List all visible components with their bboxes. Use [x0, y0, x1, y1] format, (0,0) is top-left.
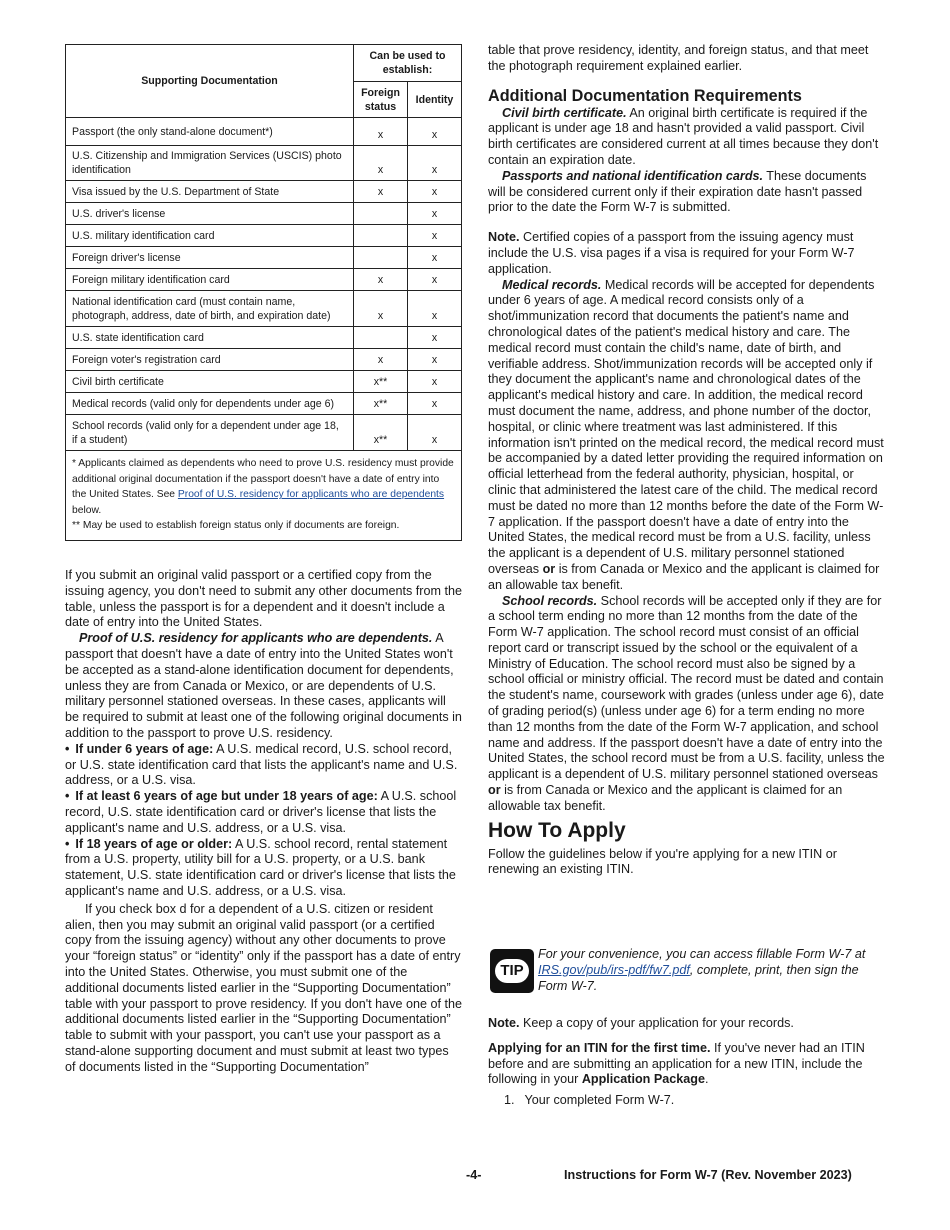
paragraph-guidelines: Follow the guidelines below if you're applying for a new ITIN or renewing an existing ITIN. [488, 846, 837, 877]
table-cell-identity: x [408, 415, 462, 451]
footnote-text: below. [72, 504, 102, 516]
table-cell-identity: x [408, 269, 462, 291]
school-or: or [488, 783, 501, 798]
proof-residency-heading: Proof of U.S. residency for applicants who are dependents. [79, 631, 433, 646]
paragraph-passports [488, 169, 885, 216]
civil-birth-heading: Civil birth certificate. [502, 105, 627, 120]
table-cell-identity: x [408, 203, 462, 225]
passports-body: These documents will be considered current only if their expiration date hasn't passed prior to the date the Form W-7 is submitted. [488, 168, 867, 215]
note-body: Certified copies of a passport from the issuing agency must include the U.S. visa pages if a visa is required for your Form W-7 application. [488, 230, 855, 276]
table-cell-identity: x [408, 291, 462, 327]
tip-label: TIP [495, 959, 529, 983]
paragraph-medical-records [488, 278, 885, 594]
table-row-doc: Medical records (valid only for dependents under age 6) [66, 393, 354, 415]
tip-icon [490, 949, 534, 993]
note-label: Note. [488, 1016, 520, 1030]
table-cell-foreign [354, 327, 408, 349]
table-cell-identity: x [408, 181, 462, 203]
table-row-doc: Foreign voter's registration card [66, 349, 354, 371]
medical-records-body: Medical records will be accepted for dependents under 6 years of age. A medical record consists only of a shot/immunization record that documents the patient's name and chronological dates of the patient's medical history and care. The medical record must contain the child's name, date of birth, and verifiable address. Shot/immunization records will be accepted only if they document the applicant's name and chronological dates of the applicant's medical history and care. In addition, the medical record must document the name, address, and phone number of the doctor, hospital, or clinic where treatment was last administered. If this information isn't printed on the medical record, the medical record must be accompanied by a dated letter providing the required information on official letterhead from the federal authority, physician, hospital, or clinic that administered the latest care of the child. The medical record must be dated no more than 12 months before the date of the Form W-7 application. If the passport doesn't have a date of entry into the United States, the medical record must be from a U.S. facility, unless the applicant is a dependent of U.S. military personnel stationed overseas [488, 277, 884, 576]
medical-or: or [542, 561, 556, 576]
heading-additional-documentation: Additional Documentation Requirements [488, 86, 802, 105]
table-row-doc: Visa issued by the U.S. Department of State [66, 181, 354, 203]
table-row-doc: National identification card (must contain name, photograph, address, date of birth, and expiration date) [66, 291, 354, 327]
fw7-pdf-link[interactable]: IRS.gov/pub/irs-pdf/fw7.pdf [538, 962, 690, 977]
paragraph-civil-birth [488, 106, 885, 169]
bullet-body: A U.S. school record, U.S. state identification card or driver's license that lists the applicant's name and U.S. address, or a U.S. visa. [65, 789, 457, 835]
note-body: Keep a copy of your application for your records. [519, 1016, 794, 1030]
table-row-doc: Passport (the only stand-alone document*) [66, 118, 354, 146]
list-item [65, 742, 462, 789]
paragraph-passport: If you submit an original valid passport or a certified copy from the issuing agency, you don't need to submit any other documents from the table, unless the passport is for a dependent and it doesn't include a date of entry into the United States. [65, 568, 463, 630]
left-column [65, 568, 462, 1076]
paragraph-proof-residency [65, 631, 462, 742]
tip-box [488, 947, 885, 994]
footnote-text: * Applicants claimed as dependents who need to prove U.S. residency must provide additional original documentation if the passport doesn't have a date of entry into the United States. See [72, 458, 454, 501]
table-cell-foreign: x [354, 349, 408, 371]
supporting-documentation-table [65, 44, 462, 541]
first-time-body: If you've never had an ITIN before and are submitting an application for a new ITIN, include the following in your [488, 1040, 865, 1087]
table-cell-foreign: x [354, 118, 408, 146]
bullet-heading: If under 6 years of age: [75, 741, 214, 756]
school-records-heading: School records. [502, 593, 598, 608]
list-item [65, 837, 462, 900]
paragraph-box-d: If you check box d for a dependent of a U.S. citizen or resident alien, then you may submit an original valid passport (or a certified copy from the issuing agency) without any other documents to prove your “foreign status” or “identity” only if the passport has a date of entry into the United States. Otherwise, you must submit one of the additional documents listed earlier in the “Supporting Documentation” table with your passport to prove residency. If you don't have one of the additional documents listed earlier in the “Supporting Documentation” table to submit with your passport, you can't use your passport as a stand-alone supporting document and must submit at least two types of documents listed in the “Supporting Documentation” [65, 901, 463, 1074]
table-cell-foreign [354, 203, 408, 225]
table-cell-foreign: x** [354, 415, 408, 451]
table-cell-identity: x [408, 118, 462, 146]
paragraph-continued: table that prove residency, identity, and foreign status, and that meet the photograph requirement explained earlier. [488, 43, 869, 73]
table-row-doc: School records (valid only for a dependent under age 18, if a student) [66, 415, 354, 451]
table-cell-identity: x [408, 393, 462, 415]
tip-text-start: For your convenience, you can access fillable Form W-7 at [538, 947, 866, 961]
list-item [488, 1093, 885, 1109]
list-item-text: Your completed Form W-7. [524, 1093, 675, 1108]
tip-text [538, 947, 885, 994]
table-cell-foreign [354, 247, 408, 269]
heading-how-to-apply: How To Apply [488, 818, 626, 842]
medical-records-heading: Medical records. [502, 277, 602, 292]
bullet-body: A U.S. school record, rental statement from a U.S. property, utility bill for a U.S. property, or a U.S. bank statement, U.S. state identification card or driver's license that lists the applicant's name and U.S. address, or a U.S. visa. [65, 836, 456, 898]
tip-text-end: , complete, print, then sign the Form W-7. [538, 962, 859, 993]
paragraph-note-copy [488, 1016, 885, 1032]
school-records-body-end: is from Canada or Mexico and the applicant is claimed for an allowable tax benefit. [488, 783, 843, 813]
table-cell-identity: x [408, 146, 462, 181]
table-row-doc: Civil birth certificate [66, 371, 354, 393]
note-label: Note. [488, 230, 520, 245]
table-row-doc: Foreign driver's license [66, 247, 354, 269]
bullet-heading: If 18 years of age or older: [75, 836, 233, 851]
table-cell-foreign: x** [354, 393, 408, 415]
bullet-heading: If at least 6 years of age but under 18 years of age: [75, 789, 378, 804]
table-cell-foreign: x [354, 181, 408, 203]
passports-heading: Passports and national identification cards. [502, 168, 764, 183]
table-cell-foreign: x [354, 269, 408, 291]
medical-records-body-end: is from Canada or Mexico and the applicant is claimed for an allowable tax benefit. [488, 561, 880, 592]
table-row-doc: Foreign military identification card [66, 269, 354, 291]
page-number: -4- [466, 1168, 482, 1182]
proof-residency-body: A passport that doesn't have a date of entry into the United States won't be accepted as a stand-alone identification document for dependents, unless they are from Canada or Mexico, or are dependents of U.S. military personnel stationed overseas. In these cases, applicants will be required to submit at least one of the following original documents in addition to the passport to prove U.S. residency. [65, 631, 462, 740]
first-time-heading: Applying for an ITIN for the first time. [488, 1040, 711, 1055]
application-package: Application Package [581, 1072, 705, 1087]
footer-title: Instructions for Form W-7 (Rev. November 2023) [564, 1168, 852, 1182]
table-row-doc: U.S. military identification card [66, 225, 354, 247]
header-can-establish: Can be used to establish: [354, 45, 462, 82]
table-cell-identity: x [408, 349, 462, 371]
civil-birth-body: An original birth certificate is required if the applicant is under age 18 and hasn't provided a valid passport. Civil birth certificates are considered current at all times because they don't contain an expiration date. [488, 105, 879, 167]
table-cell-foreign: x [354, 146, 408, 181]
residency-link[interactable]: Proof of U.S. residency for applicants who are dependents [177, 489, 445, 501]
list-item [65, 789, 462, 836]
footnote-text: ** May be used to establish foreign status only if documents are foreign. [72, 520, 400, 532]
table-row-doc: U.S. Citizenship and Immigration Services (USCIS) photo identification [66, 146, 354, 181]
table-footnotes [66, 451, 462, 541]
table-row-doc: U.S. driver's license [66, 203, 354, 225]
header-foreign-status: Foreign status [354, 82, 408, 118]
bullet-body: A U.S. medical record, U.S. school record, or U.S. state identification card that lists the applicant's name and U.S. address, or a U.S. visa. [65, 741, 458, 788]
paragraph-note-certified [488, 230, 885, 277]
right-column-bottom [488, 1016, 885, 1109]
list-number: 1. [504, 1093, 515, 1108]
right-column [488, 43, 885, 878]
table-row-doc: U.S. state identification card [66, 327, 354, 349]
table-cell-identity: x [408, 247, 462, 269]
header-identity: Identity [408, 82, 462, 118]
table-cell-foreign: x** [354, 371, 408, 393]
table-cell-foreign [354, 225, 408, 247]
paragraph-first-time [488, 1041, 885, 1088]
header-supporting-documentation: Supporting Documentation [66, 45, 354, 118]
school-records-body: School records will be accepted only if they are for a school term ending no more than 12 months from the date of the Form W-7 application. The school record must consist of an official report card or transcript issued by the school or the equivalent of a Ministry of Education. The school record must also be signed by a school official or ministry official. The record must be dated and contain the student's name, coursework with grades (unless under age 6), date of grading period(s) (unless under age 6) for a term ending no more than 12 months from the date of the Form W-7 application, and school name and address. If the passport doesn't have a date of entry into the United States, the school record must be from a U.S. facility, unless the applicant is a dependent of U.S. military personnel stationed overseas [488, 593, 885, 782]
paragraph-school-records [488, 594, 885, 815]
table-cell-identity: x [408, 371, 462, 393]
table-cell-identity: x [408, 327, 462, 349]
table-cell-identity: x [408, 225, 462, 247]
first-time-period: . [705, 1072, 709, 1087]
table-cell-foreign: x [354, 291, 408, 327]
